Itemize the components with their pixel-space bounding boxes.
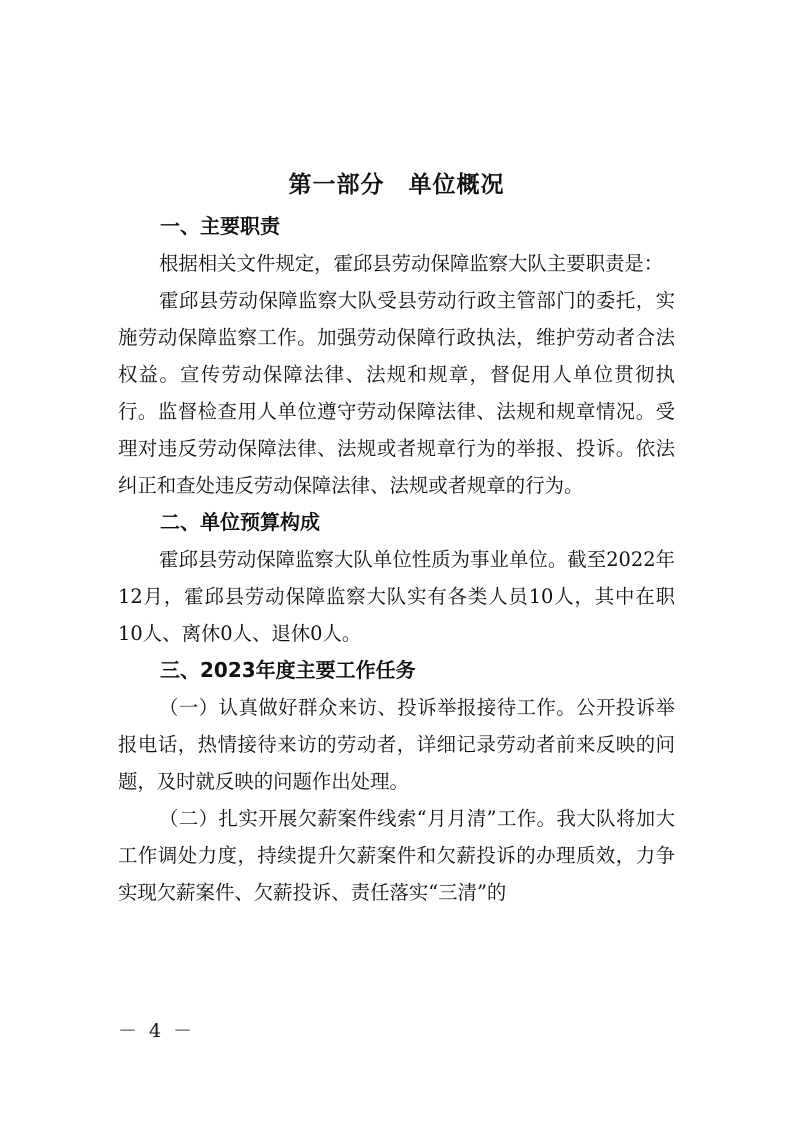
section-annual-tasks — [118, 652, 675, 911]
page-number: － 4 － — [118, 1020, 196, 1042]
paragraph: 根据相关文件规定，霍邱县劳动保障监察大队主要职责是： — [159, 252, 664, 275]
paragraph: 霍邱县劳动保障监察大队受县劳动行政主管部门的委托，实施劳动保障监察工作。加强劳动保障行政执法，维护劳动者合法权益。宣传劳动保障法律、法规和规章，督促用人单位贯彻执行。监督检查用人单位遵守劳动保障法律、法规和规章情况。受理对违反劳动保障法律、法规或者规章行为的举报、投诉。依法纠正和查处违反劳动保障法律、法规或者规章的行为。 — [118, 289, 675, 497]
section-heading: 二、单位预算构成 — [160, 510, 320, 534]
paragraph: 霍邱县劳动保障监察大队单位性质为事业单位。截至2022年12月，霍邱县劳动保障监察大队实有各类人员10人，其中在职10人、离休0人、退休0人。 — [118, 548, 675, 645]
section-budget-composition — [118, 504, 675, 652]
page-title: 第一部分 单位概况 — [288, 172, 505, 198]
section-heading: 一、主要职责 — [160, 214, 280, 238]
section-main-duties — [118, 208, 675, 504]
paragraph: （一）认真做好群众来访、投诉举报接待工作。公开投诉举报电话，热情接待来访的劳动者，详细记录劳动者前来反映的问题，及时就反映的问题作出处理。 — [118, 696, 675, 793]
document-body — [118, 208, 675, 911]
paragraph: （二）扎实开展欠薪案件线索“月月清”工作。我大队将加大工作调处力度，持续提升欠薪案件和欠薪投诉的办理质效，力争实现欠薪案件、欠薪投诉、责任落实“三清”的 — [118, 807, 675, 904]
section-heading: 三、2023年度主要工作任务 — [160, 658, 416, 682]
